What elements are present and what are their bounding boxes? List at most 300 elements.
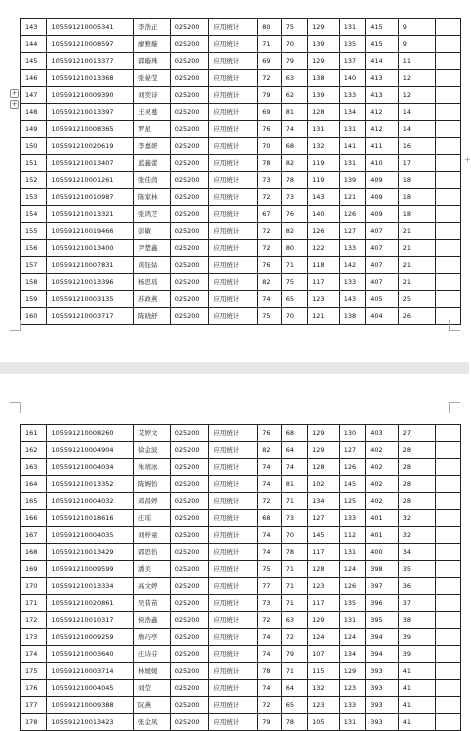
cell-row-number: 171 [21, 595, 47, 612]
cell-row-number: 174 [21, 646, 47, 663]
cell-exam-id: 105591210009259 [47, 629, 134, 646]
cell-student-name: 邓昌婷 [134, 493, 171, 510]
cell-exam-id: 105591210013407 [47, 155, 134, 172]
cell-remark [436, 240, 461, 257]
cell-student-name: 张佳茵 [134, 172, 171, 189]
cell-total-score: 407 [366, 223, 399, 240]
cell-rank: 26 [398, 308, 436, 325]
cell-total-score: 393 [366, 663, 399, 680]
cell-major-name: 应用统计 [209, 629, 258, 646]
cell-exam-id: 105591210003640 [47, 646, 134, 663]
table-row [21, 274, 461, 291]
cell-rank: 9 [398, 36, 436, 53]
cell-total-score: 396 [366, 595, 399, 612]
cell-major-name: 应用统计 [209, 561, 258, 578]
cell-specialty-score: 112 [339, 527, 365, 544]
cell-english-score: 78 [281, 544, 307, 561]
cell-politics-score: 74 [258, 476, 281, 493]
cell-rank: 21 [398, 274, 436, 291]
cell-math-score: 117 [308, 595, 340, 612]
cell-politics-score: 75 [258, 561, 281, 578]
cell-math-score: 134 [308, 493, 340, 510]
table-body [21, 19, 461, 325]
cell-exam-id: 105591210008260 [47, 425, 134, 442]
cell-exam-id: 105591210013352 [47, 476, 134, 493]
cell-major-code: 025200 [170, 459, 209, 476]
cell-major-code: 025200 [170, 493, 209, 510]
cell-english-score: 75 [281, 274, 307, 291]
cell-major-name: 应用统计 [209, 646, 258, 663]
cell-total-score: 410 [366, 155, 399, 172]
cell-rank: 39 [398, 629, 436, 646]
cell-exam-id: 105591210020861 [47, 595, 134, 612]
cell-major-name: 应用统计 [209, 121, 258, 138]
cell-major-code: 025200 [170, 595, 209, 612]
cell-english-score: 82 [281, 223, 307, 240]
cell-politics-score: 72 [258, 697, 281, 714]
cell-row-number: 169 [21, 561, 47, 578]
cell-major-code: 025200 [170, 104, 209, 121]
cell-english-score: 72 [281, 629, 307, 646]
cell-major-name: 应用统计 [209, 189, 258, 206]
cell-student-name: 罗星 [134, 121, 171, 138]
cell-remark [436, 425, 461, 442]
cell-politics-score: 82 [258, 442, 281, 459]
table-row [21, 697, 461, 714]
cell-rank: 35 [398, 561, 436, 578]
cell-major-code: 025200 [170, 697, 209, 714]
table-row [21, 104, 461, 121]
cell-student-name: 苏政燕 [134, 291, 171, 308]
cell-rank: 32 [398, 510, 436, 527]
cell-major-name: 应用统计 [209, 87, 258, 104]
cell-politics-score: 73 [258, 172, 281, 189]
cell-rank: 25 [398, 291, 436, 308]
cell-math-score: 129 [308, 19, 340, 36]
cell-english-score: 82 [281, 155, 307, 172]
cell-english-score: 73 [281, 510, 307, 527]
cell-row-number: 164 [21, 476, 47, 493]
cell-english-score: 64 [281, 680, 307, 697]
cell-math-score: 102 [308, 476, 340, 493]
cell-major-code: 025200 [170, 714, 209, 731]
table-row [21, 714, 461, 731]
cell-math-score: 123 [308, 291, 340, 308]
cell-row-number: 147 [21, 87, 47, 104]
cell-english-score: 64 [281, 442, 307, 459]
cell-rank: 37 [398, 595, 436, 612]
cell-math-score: 139 [308, 36, 340, 53]
cell-exam-id: 105591210013423 [47, 714, 134, 731]
cell-specialty-score: 143 [339, 291, 365, 308]
cell-specialty-score: 131 [339, 19, 365, 36]
document-page-2 [0, 374, 469, 727]
cell-math-score: 129 [308, 53, 340, 70]
cell-student-name: 蓝鑫蕾 [134, 155, 171, 172]
cell-politics-score: 73 [258, 595, 281, 612]
cell-rank: 18 [398, 172, 436, 189]
cell-politics-score: 71 [258, 36, 281, 53]
cell-rank: 21 [398, 240, 436, 257]
cell-student-name: 林媛媛 [134, 663, 171, 680]
cell-math-score: 105 [308, 714, 340, 731]
cell-major-name: 应用统计 [209, 206, 258, 223]
cell-specialty-score: 127 [339, 223, 365, 240]
cell-major-code: 025200 [170, 36, 209, 53]
cell-major-code: 025200 [170, 223, 209, 240]
table-row [21, 595, 461, 612]
cell-rank: 21 [398, 257, 436, 274]
cell-math-score: 132 [308, 138, 340, 155]
table-row [21, 87, 461, 104]
cell-specialty-score: 135 [339, 595, 365, 612]
score-table-page-2 [20, 424, 461, 731]
cell-major-name: 应用统计 [209, 70, 258, 87]
cell-math-score: 122 [308, 240, 340, 257]
table-row [21, 189, 461, 206]
table-move-handle-icon[interactable]: + [11, 89, 18, 97]
cell-rank: 18 [398, 206, 436, 223]
cell-major-name: 应用统计 [209, 223, 258, 240]
cell-remark [436, 172, 461, 189]
table-row [21, 70, 461, 87]
cell-row-number: 176 [21, 680, 47, 697]
cell-politics-score: 79 [258, 714, 281, 731]
cell-row-number: 175 [21, 663, 47, 680]
cell-exam-id: 105591210008597 [47, 36, 134, 53]
cell-rank: 14 [398, 104, 436, 121]
cell-math-score: 145 [308, 527, 340, 544]
cell-student-name: 黄钰姑 [134, 257, 171, 274]
cell-english-score: 71 [281, 561, 307, 578]
cell-total-score: 400 [366, 544, 399, 561]
cell-major-code: 025200 [170, 425, 209, 442]
cell-major-name: 应用统计 [209, 274, 258, 291]
cell-total-score: 393 [366, 680, 399, 697]
cell-exam-id: 105591210019466 [47, 223, 134, 240]
table-row [21, 425, 461, 442]
page-corner-mark [449, 320, 460, 331]
table-row [21, 510, 461, 527]
cell-politics-score: 72 [258, 70, 281, 87]
cell-specialty-score: 126 [339, 459, 365, 476]
cell-politics-score: 72 [258, 223, 281, 240]
cell-exam-id: 105591210001261 [47, 172, 134, 189]
cell-math-score: 121 [308, 308, 340, 325]
cell-student-name: 艾婷文 [134, 425, 171, 442]
cell-row-number: 166 [21, 510, 47, 527]
cell-total-score: 395 [366, 612, 399, 629]
cell-rank: 16 [398, 138, 436, 155]
cell-exam-id: 105591210013368 [47, 70, 134, 87]
cell-student-name: 刘梓童 [134, 527, 171, 544]
cell-exam-id: 105591210003714 [47, 663, 134, 680]
cell-remark [436, 53, 461, 70]
table-row [21, 121, 461, 138]
cell-remark [436, 595, 461, 612]
cell-specialty-score: 141 [339, 138, 365, 155]
cell-major-name: 应用统计 [209, 104, 258, 121]
add-column-icon[interactable]: + [464, 155, 471, 164]
cell-remark [436, 493, 461, 510]
cell-math-score: 132 [308, 680, 340, 697]
cell-specialty-score: 129 [339, 663, 365, 680]
cell-remark [436, 121, 461, 138]
cell-remark [436, 104, 461, 121]
table-row [21, 223, 461, 240]
cell-student-name: 张晏莹 [134, 70, 171, 87]
cell-row-number: 158 [21, 274, 47, 291]
cell-specialty-score: 133 [339, 697, 365, 714]
cell-total-score: 401 [366, 527, 399, 544]
cell-major-code: 025200 [170, 476, 209, 493]
page-corner-mark [449, 402, 460, 413]
cell-row-number: 154 [21, 206, 47, 223]
cell-major-name: 应用统计 [209, 138, 258, 155]
cell-rank: 28 [398, 493, 436, 510]
cell-major-code: 025200 [170, 629, 209, 646]
cell-student-name: 尹楚鑫 [134, 240, 171, 257]
cell-politics-score: 67 [258, 206, 281, 223]
cell-major-name: 应用统计 [209, 680, 258, 697]
cell-politics-score: 76 [258, 425, 281, 442]
cell-exam-id: 105591210013321 [47, 206, 134, 223]
cell-math-score: 123 [308, 578, 340, 595]
table-row [21, 544, 461, 561]
cell-specialty-score: 135 [339, 36, 365, 53]
cell-specialty-score: 131 [339, 714, 365, 731]
cell-major-name: 应用统计 [209, 291, 258, 308]
cell-remark [436, 697, 461, 714]
cell-student-name: 王灵蔓 [134, 104, 171, 121]
cell-specialty-score: 121 [339, 189, 365, 206]
cell-exam-id: 105591210013397 [47, 104, 134, 121]
cell-remark [436, 561, 461, 578]
cell-specialty-score: 138 [339, 308, 365, 325]
cell-rank: 28 [398, 476, 436, 493]
cell-specialty-score: 145 [339, 476, 365, 493]
cell-specialty-score: 131 [339, 155, 365, 172]
table-row [21, 476, 461, 493]
cell-exam-id: 105591210013334 [47, 578, 134, 595]
cell-rank: 21 [398, 223, 436, 240]
cell-remark [436, 612, 461, 629]
cell-remark [436, 663, 461, 680]
cell-rank: 12 [398, 87, 436, 104]
cell-english-score: 75 [281, 19, 307, 36]
cell-major-code: 025200 [170, 206, 209, 223]
cell-english-score: 63 [281, 70, 307, 87]
cell-major-name: 应用统计 [209, 240, 258, 257]
cell-row-number: 161 [21, 425, 47, 442]
cell-specialty-score: 133 [339, 510, 365, 527]
cell-student-name: 庄诗芬 [134, 646, 171, 663]
table-row [21, 308, 461, 325]
cell-row-number: 145 [21, 53, 47, 70]
cell-exam-id: 105591210018616 [47, 510, 134, 527]
cell-total-score: 404 [366, 308, 399, 325]
cell-row-number: 165 [21, 493, 47, 510]
cell-math-score: 129 [308, 612, 340, 629]
cell-english-score: 78 [281, 172, 307, 189]
cell-student-name: 庄瑶 [134, 510, 171, 527]
cell-major-name: 应用统计 [209, 578, 258, 595]
cell-major-name: 应用统计 [209, 697, 258, 714]
cell-major-code: 025200 [170, 53, 209, 70]
cell-math-score: 128 [308, 104, 340, 121]
score-table-page-1 [20, 18, 461, 325]
cell-major-code: 025200 [170, 87, 209, 104]
cell-rank: 18 [398, 189, 436, 206]
cell-politics-score: 76 [258, 257, 281, 274]
table-row [21, 36, 461, 53]
table-row [21, 680, 461, 697]
cell-rank: 39 [398, 646, 436, 663]
cell-rank: 38 [398, 612, 436, 629]
cell-total-score: 394 [366, 646, 399, 663]
cell-politics-score: 77 [258, 578, 281, 595]
cell-math-score: 128 [308, 459, 340, 476]
cell-row-number: 143 [21, 19, 47, 36]
cell-major-name: 应用统计 [209, 493, 258, 510]
cell-exam-id: 105591210010987 [47, 189, 134, 206]
table-row [21, 19, 461, 36]
cell-specialty-score: 140 [339, 70, 365, 87]
cell-student-name: 刘莹 [134, 680, 171, 697]
cell-english-score: 63 [281, 612, 307, 629]
cell-exam-id: 105591210004034 [47, 459, 134, 476]
cell-row-number: 178 [21, 714, 47, 731]
cell-major-code: 025200 [170, 291, 209, 308]
cell-row-number: 167 [21, 527, 47, 544]
cell-exam-id: 105591210013377 [47, 53, 134, 70]
cell-rank: 12 [398, 70, 436, 87]
table-row [21, 527, 461, 544]
table-row [21, 663, 461, 680]
cell-major-name: 应用统计 [209, 612, 258, 629]
cell-exam-id: 105591210008365 [47, 121, 134, 138]
cell-remark [436, 87, 461, 104]
cell-specialty-score: 130 [339, 425, 365, 442]
cell-math-score: 129 [308, 425, 340, 442]
cell-rank: 17 [398, 155, 436, 172]
cell-english-score: 71 [281, 595, 307, 612]
cell-politics-score: 70 [258, 138, 281, 155]
cell-major-name: 应用统计 [209, 172, 258, 189]
cell-total-score: 413 [366, 87, 399, 104]
table-row-insert-icon[interactable]: + [11, 100, 18, 108]
cell-math-score: 117 [308, 274, 340, 291]
cell-remark [436, 223, 461, 240]
cell-english-score: 71 [281, 663, 307, 680]
cell-english-score: 78 [281, 714, 307, 731]
cell-row-number: 144 [21, 36, 47, 53]
table-body [21, 425, 461, 731]
cell-row-number: 177 [21, 697, 47, 714]
cell-politics-score: 74 [258, 629, 281, 646]
cell-row-number: 172 [21, 612, 47, 629]
cell-remark [436, 36, 461, 53]
cell-row-number: 153 [21, 189, 47, 206]
cell-student-name: 陈晓舒 [134, 308, 171, 325]
cell-exam-id: 105591210003135 [47, 291, 134, 308]
document-page-1 [0, 0, 469, 362]
cell-row-number: 155 [21, 223, 47, 240]
cell-rank: 41 [398, 714, 436, 731]
cell-student-name: 高文婷 [134, 578, 171, 595]
cell-major-code: 025200 [170, 138, 209, 155]
cell-math-score: 117 [308, 544, 340, 561]
table-row [21, 138, 461, 155]
table-row [21, 257, 461, 274]
cell-row-number: 149 [21, 121, 47, 138]
cell-exam-id: 105591210004045 [47, 680, 134, 697]
cell-row-number: 168 [21, 544, 47, 561]
cell-remark [436, 19, 461, 36]
cell-math-score: 119 [308, 172, 340, 189]
cell-politics-score: 72 [258, 493, 281, 510]
cell-remark [436, 510, 461, 527]
cell-remark [436, 629, 461, 646]
cell-english-score: 79 [281, 53, 307, 70]
table-row [21, 291, 461, 308]
table-row [21, 206, 461, 223]
cell-total-score: 412 [366, 104, 399, 121]
cell-math-score: 126 [308, 223, 340, 240]
cell-exam-id: 105591210009599 [47, 561, 134, 578]
cell-student-name: 李嘉妍 [134, 138, 171, 155]
cell-exam-id: 105591210004904 [47, 442, 134, 459]
cell-major-code: 025200 [170, 257, 209, 274]
cell-english-score: 74 [281, 459, 307, 476]
cell-total-score: 402 [366, 442, 399, 459]
cell-student-name: 张金凤 [134, 714, 171, 731]
cell-major-name: 应用统计 [209, 595, 258, 612]
page-corner-mark [10, 320, 21, 331]
cell-rank: 32 [398, 527, 436, 544]
cell-politics-score: 72 [258, 189, 281, 206]
cell-total-score: 407 [366, 257, 399, 274]
cell-politics-score: 75 [258, 308, 281, 325]
cell-major-code: 025200 [170, 19, 209, 36]
cell-specialty-score: 131 [339, 612, 365, 629]
cell-specialty-score: 127 [339, 442, 365, 459]
cell-english-score: 65 [281, 697, 307, 714]
cell-politics-score: 72 [258, 240, 281, 257]
cell-major-code: 025200 [170, 663, 209, 680]
cell-english-score: 79 [281, 646, 307, 663]
page-corner-mark [10, 402, 21, 413]
cell-specialty-score: 134 [339, 104, 365, 121]
cell-student-name: 刘奕诗 [134, 87, 171, 104]
cell-student-name: 潘美 [134, 561, 171, 578]
cell-english-score: 80 [281, 240, 307, 257]
cell-remark [436, 138, 461, 155]
cell-total-score: 415 [366, 36, 399, 53]
cell-politics-score: 74 [258, 291, 281, 308]
cell-specialty-score: 131 [339, 544, 365, 561]
cell-rank: 34 [398, 544, 436, 561]
table-row [21, 459, 461, 476]
cell-major-code: 025200 [170, 544, 209, 561]
cell-politics-score: 82 [258, 274, 281, 291]
cell-remark [436, 274, 461, 291]
cell-student-name: 侯浩鑫 [134, 612, 171, 629]
cell-major-name: 应用统计 [209, 425, 258, 442]
cell-total-score: 403 [366, 425, 399, 442]
cell-total-score: 397 [366, 578, 399, 595]
cell-student-name: 吴昔苗 [134, 595, 171, 612]
